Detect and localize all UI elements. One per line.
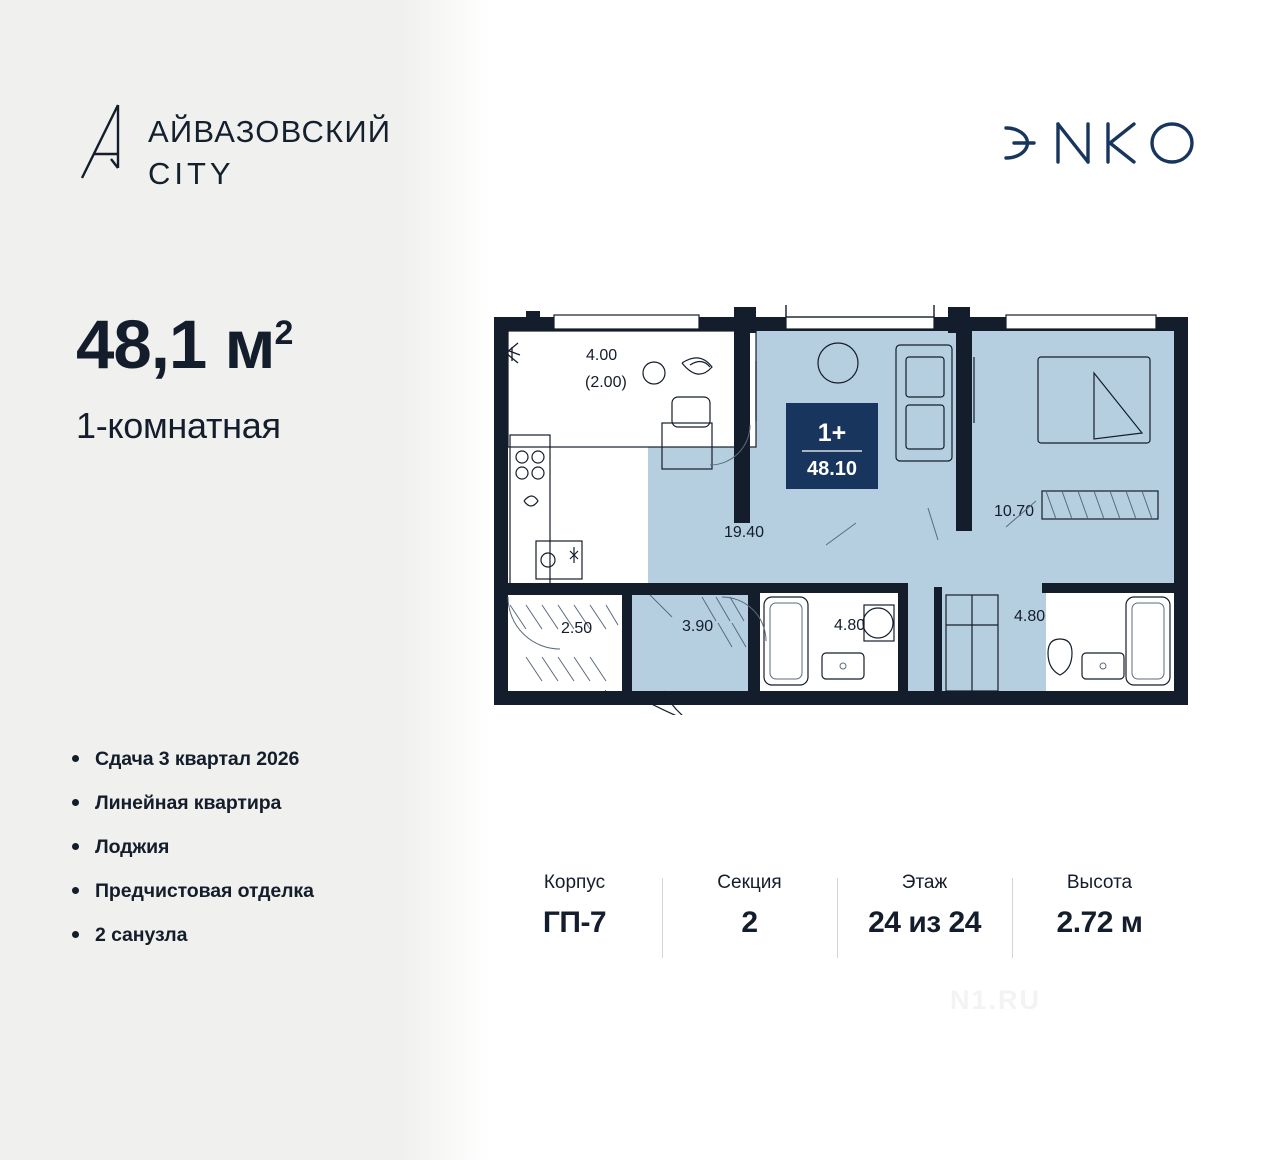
bullet-icon xyxy=(72,755,79,762)
list-item xyxy=(72,880,422,903)
room-area-bedroom: 10.70 xyxy=(994,503,1035,520)
spec-value: 2 xyxy=(741,906,758,939)
spec-label: Высота xyxy=(1066,872,1133,893)
bullet-icon xyxy=(72,843,79,850)
spec-label: Этаж xyxy=(901,872,948,893)
room-area-loggia: 4.00 xyxy=(586,347,618,364)
logo-text xyxy=(148,114,391,192)
room-area-living: 19.40 xyxy=(724,524,765,541)
spec-floor xyxy=(837,872,1012,964)
spec-building xyxy=(487,872,662,964)
floor-plan-svg xyxy=(486,305,1196,715)
bullet-icon xyxy=(72,799,79,806)
brand-logo xyxy=(78,100,408,200)
logo-a-mark xyxy=(78,102,138,182)
floor-plan xyxy=(486,305,1196,715)
feature-label: Сдача 3 квартал 2026 xyxy=(95,748,300,770)
logo-title: АЙВАЗОВСКИЙ xyxy=(148,114,392,149)
spec-value: 2.72 м xyxy=(1056,906,1143,939)
bullet-icon xyxy=(72,931,79,938)
total-area-value: 48,1 м xyxy=(76,306,275,383)
left-panel-fade xyxy=(400,0,490,1160)
spec-label: Секция xyxy=(717,872,782,893)
spec-label: Корпус xyxy=(543,872,606,893)
developer-logo xyxy=(1000,118,1200,168)
watermark: N1.RU xyxy=(950,985,1042,1015)
logo-subtitle: CITY xyxy=(148,156,235,191)
room-area-loggia-secondary: (2.00) xyxy=(585,374,627,391)
area-summary xyxy=(76,306,416,447)
spec-section xyxy=(662,872,837,964)
bullet-icon xyxy=(72,887,79,894)
room-count-label: 1-комнатная xyxy=(76,405,281,446)
enko-logo-mark xyxy=(1000,118,1200,168)
specs-bar xyxy=(487,872,1187,964)
list-item xyxy=(72,924,422,947)
spec-height xyxy=(1012,872,1187,964)
feature-label: Линейная квартира xyxy=(95,792,282,814)
room-area-bath-main: 4.80 xyxy=(834,617,866,634)
spec-value: 24 из 24 xyxy=(868,906,981,939)
spec-value: ГП-7 xyxy=(542,906,607,939)
plan-badge-type: 1+ xyxy=(817,419,847,447)
room-area-hall: 3.90 xyxy=(682,618,714,635)
total-area xyxy=(76,306,416,383)
room-area-storage: 2.50 xyxy=(561,620,593,637)
area-unit-exponent: 2 xyxy=(274,314,293,352)
plan-badge-area: 48.10 xyxy=(806,458,858,480)
list-item xyxy=(72,748,422,771)
feature-label: Предчистовая отделка xyxy=(95,880,314,902)
room-area-bath-second: 4.80 xyxy=(1014,608,1046,625)
features-list xyxy=(72,748,422,968)
list-item xyxy=(72,836,422,859)
feature-label: 2 санузла xyxy=(95,924,188,946)
feature-label: Лоджия xyxy=(95,836,170,858)
list-item xyxy=(72,792,422,815)
